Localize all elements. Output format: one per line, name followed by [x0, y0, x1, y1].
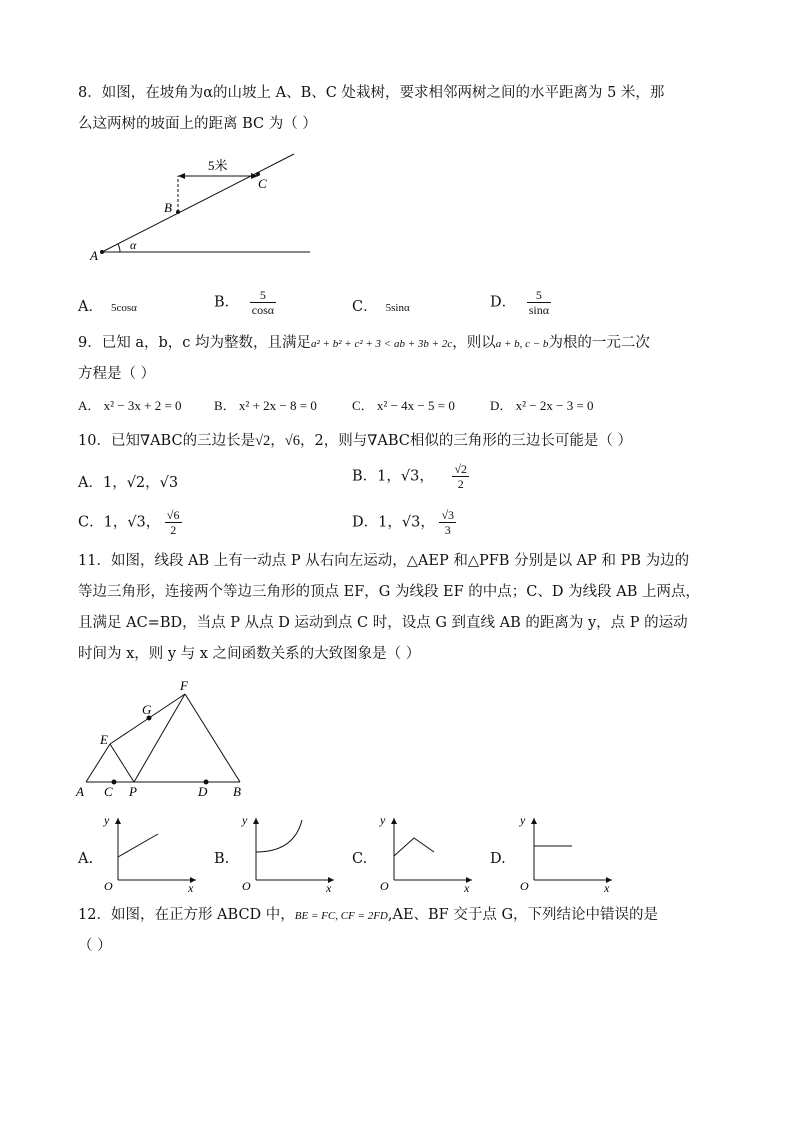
q9-option-a: A． x² − 3x + 2 = 0	[78, 398, 182, 413]
q9-option-b: B． x² + 2x − 8 = 0	[214, 398, 317, 413]
q11-graph-a	[98, 812, 200, 892]
q9-option-c: C． x² − 4x − 5 = 0	[352, 398, 455, 413]
q11-graph-a-x-label: x	[188, 881, 194, 892]
q8-slope-figure	[80, 148, 320, 268]
q11-graph-d	[514, 812, 616, 892]
q9-roots: a + b, c − b	[495, 338, 549, 350]
q12-stem-part1: 12．如图，在正方形 ABCD 中，	[78, 907, 295, 923]
q12-stem-line1	[78, 902, 658, 929]
q10-option-a: A．1，√2，√3	[78, 475, 179, 491]
q8-option-b-numerator: 5	[259, 288, 266, 302]
q8-option-b-label: B．	[214, 294, 240, 311]
q10-option-b-denominator: 2	[452, 476, 469, 491]
q10-option-d-denominator: 3	[439, 522, 456, 537]
q11-graph-c-y-label: y	[380, 813, 386, 827]
q8-option-d-denominator: sinα	[528, 303, 550, 317]
q8-option-b	[214, 288, 276, 317]
q8-option-d-fraction	[527, 288, 551, 317]
q10-option-c-fraction	[165, 508, 182, 537]
q9-stem-part2: ，则以	[452, 335, 496, 351]
q11-graph-b	[236, 812, 338, 892]
q10-side-2: √6	[284, 433, 301, 449]
q8-option-d-numerator: 5	[535, 288, 542, 302]
q12-stem-line2: （ ）	[78, 938, 112, 954]
q8-option-d	[490, 288, 551, 317]
q11-label-C: C	[104, 784, 113, 799]
q8-label-alpha: α	[130, 238, 137, 252]
q10-option-b	[352, 462, 469, 491]
q11-label-G: G	[142, 702, 152, 717]
q10-option-c	[78, 508, 182, 537]
q8-label-C: C	[258, 176, 267, 191]
q10-stem-part1: 10．已知∇ABC的三边长是	[78, 433, 256, 449]
q11-option-a-label: A.	[78, 851, 94, 867]
q11-graph-d-y-label: y	[520, 813, 526, 827]
q11-option-c-label: C.	[352, 851, 368, 867]
q8-stem-line1: 8．如图，在坡角为α的山坡上 A、B、C 处栽树，要求相邻两树之间的水平距离为 5 米，那	[78, 85, 665, 101]
q8-option-c-label: C．	[352, 299, 378, 315]
q8-option-b-fraction	[250, 288, 276, 317]
q10-side-1: √2	[255, 433, 271, 449]
q11-graph-c-x-label: x	[464, 881, 470, 892]
q8-stem-line2: 么这两树的坡面上的距离 BC 为（ ）	[78, 116, 317, 132]
q11-triangle-figure	[72, 676, 257, 801]
q8-option-a	[78, 294, 137, 321]
q10-option-d-numerator: √3	[441, 508, 455, 522]
q9-stem-part3: 为根的一元二次	[548, 335, 650, 351]
q11-stem-line4: 时间为 x，则 y 与 x 之间函数关系的大致图象是（ ）	[78, 646, 421, 662]
q11-label-F: F	[180, 678, 188, 693]
q8-option-a-text: 5cosα	[110, 302, 137, 314]
q11-graph-b-origin: O	[242, 879, 251, 892]
q11-option-b-label: B.	[214, 851, 230, 867]
q11-option-d-label: D.	[490, 851, 506, 867]
q11-graph-c	[374, 812, 476, 892]
q11-stem-line3: 且满足 AC=BD，当点 P 从点 D 运动到点 C 时，设点 G 到直线 AB 的距离为 y，点 P 的运动	[78, 615, 688, 631]
q11-label-D: D	[198, 784, 208, 799]
q9-option-d: D． x² − 2x − 3 = 0	[490, 398, 594, 413]
q11-graph-c-origin: O	[380, 879, 389, 892]
q11-graph-d-x-label: x	[604, 881, 610, 892]
q11-label-E: E	[100, 732, 108, 747]
q11-label-P: P	[129, 784, 137, 799]
q10-stem-part2: 2，则与∇ABC相似的三角形的三边长可能是（ ）	[314, 433, 632, 449]
q8-option-d-label: D．	[490, 294, 517, 311]
q9-stem-line1	[78, 330, 650, 357]
q11-graph-a-y-label: y	[104, 813, 110, 827]
q11-stem-line1: 11．如图，线段 AB 上有一动点 P 从右向左运动，△AEP 和△PFB 分别是以 AP 和 PB 为边的	[78, 553, 690, 569]
q11-graph-b-y-label: y	[242, 813, 248, 827]
q8-option-c	[352, 294, 410, 321]
q10-option-d	[352, 508, 456, 537]
q11-graph-b-x-label: x	[326, 881, 332, 892]
q10-option-d-fraction	[439, 508, 456, 537]
q10-option-b-numerator: √2	[454, 462, 468, 476]
q10-option-c-denominator: 2	[165, 522, 182, 537]
q9-condition: a² + b² + c² + 3 < ab + 3b + 2c	[311, 338, 453, 350]
q10-option-c-numerator: √6	[166, 508, 180, 522]
q10-stem-line1: 10．已知∇ABC的三边长是√2，√6，2，则与∇ABC相似的三角形的三边长可能是（ ）	[78, 433, 632, 449]
q11-stem-line2: 等边三角形，连接两个等边三角形的顶点 EF，G 为线段 EF 的中点；C、D 为线段 AB 上两点，	[78, 584, 700, 600]
q12-stem-part2: ,AE、BF 交于点 G，下列结论中错误的是	[387, 907, 659, 923]
q8-option-c-text: 5sinα	[385, 302, 410, 314]
q8-label-B: B	[164, 200, 172, 215]
q9-stem-part1: 9．已知 a，b，c 均为整数，且满足	[78, 335, 311, 351]
q8-option-b-denominator: cosα	[251, 303, 275, 317]
q8-label-A: A	[90, 248, 98, 263]
q10-option-b-text: B．1，√3，	[352, 468, 434, 485]
q10-option-c-text: C．1，√3，	[78, 514, 161, 531]
q12-condition: BE = FC, CF = 2FD	[294, 910, 388, 922]
q10-option-b-fraction	[452, 462, 469, 491]
q9-stem-line2: 方程是（ ）	[78, 366, 156, 382]
q11-label-B: B	[233, 784, 241, 799]
q10-option-d-text: D．1，√3，	[352, 514, 435, 531]
q11-label-A: A	[76, 784, 84, 799]
q11-graph-a-origin: O	[104, 879, 113, 892]
q8-option-a-label: A．	[78, 299, 103, 315]
q11-graph-d-origin: O	[520, 879, 529, 892]
q8-label-5m: 5米	[208, 158, 228, 173]
